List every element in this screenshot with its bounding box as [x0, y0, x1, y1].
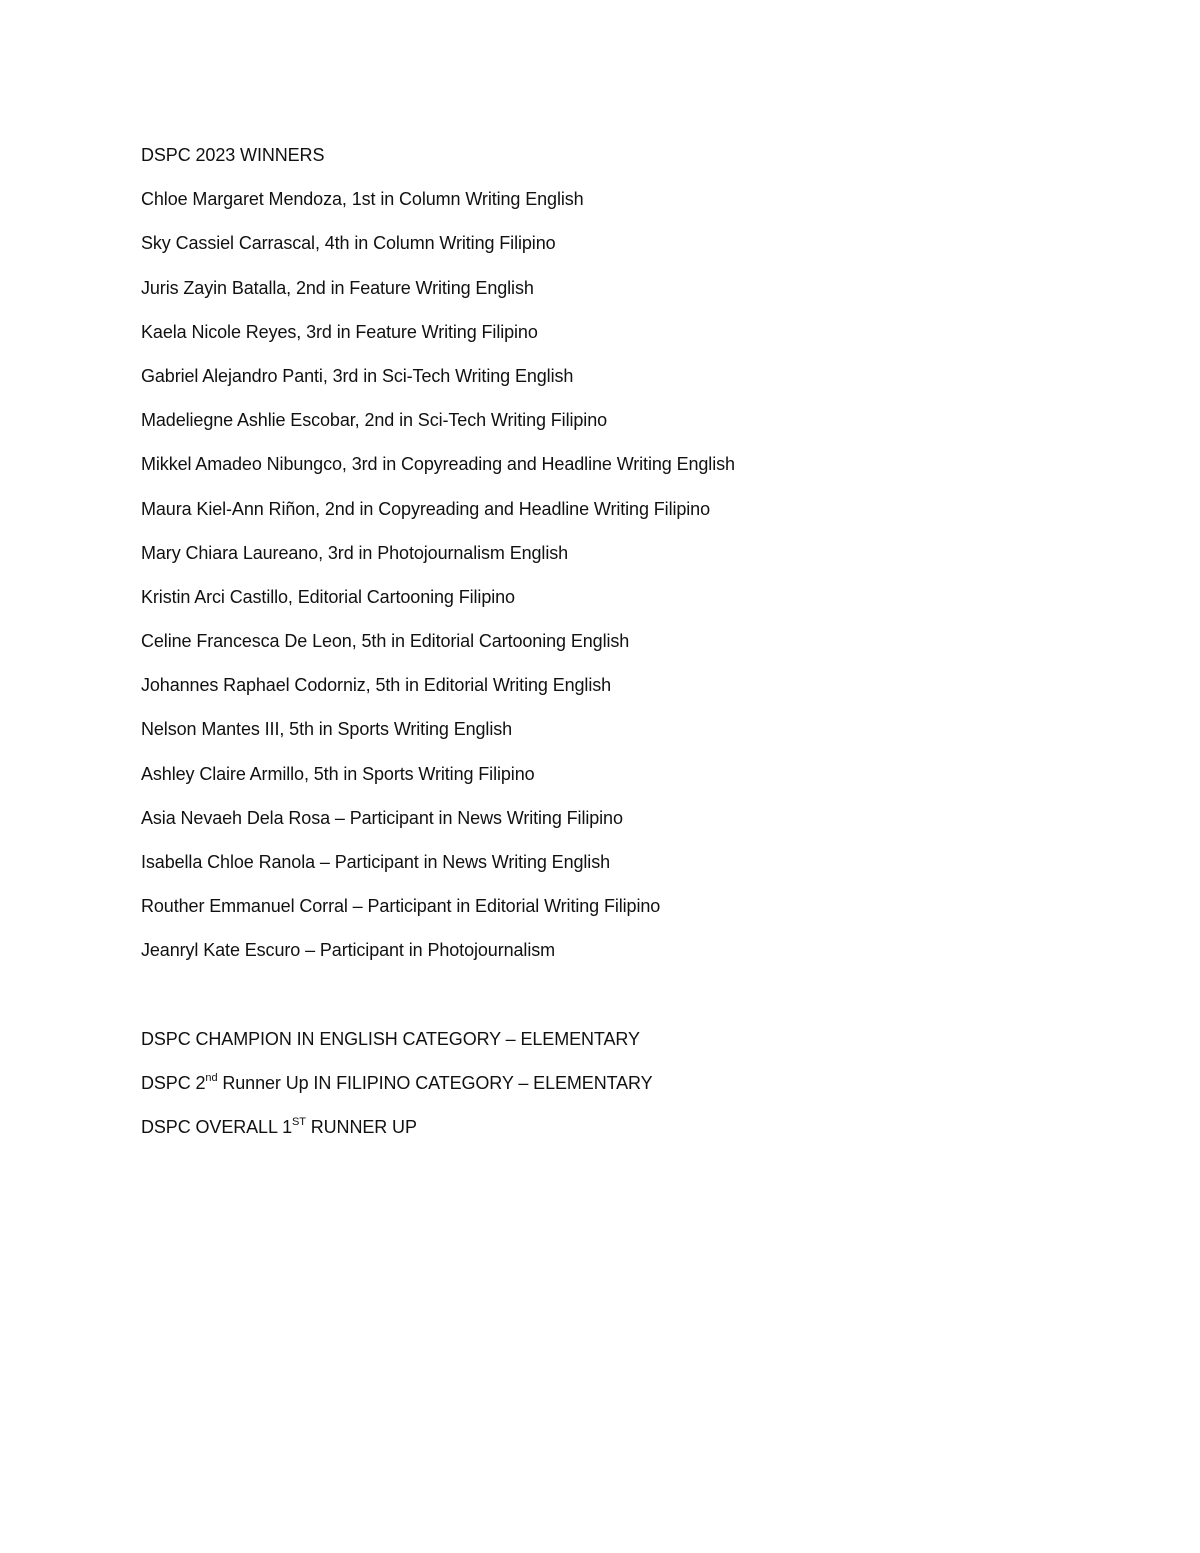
award-overall-ordinal: ST [292, 1116, 306, 1129]
winner-line: Jeanryl Kate Escuro – Participant in Photojournalism [141, 940, 556, 961]
winner-line: Maura Kiel-Ann Riñon, 2nd in Copyreading and Headline Writing Filipino [141, 498, 710, 519]
award-runner-up-suffix: Runner Up IN FILIPINO CATEGORY – ELEMENTARY [217, 1072, 653, 1093]
winner-line: Celine Francesca De Leon, 5th in Editorial Cartooning English [141, 631, 630, 652]
winner-line: Kristin Arci Castillo, Editorial Cartooning Filipino [141, 586, 515, 607]
winner-line: Kaela Nicole Reyes, 3rd in Feature Writing Filipino [141, 321, 538, 342]
blank-line [141, 983, 1141, 1027]
award-runner-up [141, 1071, 1141, 1095]
document-title: DSPC 2023 WINNERS [141, 145, 325, 165]
award-overall-prefix: DSPC OVERALL 1 [141, 1117, 292, 1138]
winner-line: Nelson Mantes III, 5th in Sports Writing English [141, 719, 513, 740]
winner-line: Johannes Raphael Codorniz, 5th in Editorial Writing English [141, 675, 612, 696]
award-overall [141, 1115, 1141, 1139]
winner-line: Gabriel Alejandro Panti, 3rd in Sci-Tech Writing English [141, 365, 574, 386]
winner-line: Mary Chiara Laureano, 3rd in Photojournalism English [141, 542, 569, 563]
winner-line: Mikkel Amadeo Nibungco, 3rd in Copyreading and Headline Writing English [141, 454, 735, 475]
winner-line: Juris Zayin Batalla, 2nd in Feature Writing English [141, 277, 534, 298]
winner-line: Asia Nevaeh Dela Rosa – Participant in News Writing Filipino [141, 807, 623, 828]
winner-line: Isabella Chloe Ranola – Participant in News Writing English [141, 852, 611, 872]
award-champion: DSPC CHAMPION IN ENGLISH CATEGORY – ELEMENTARY [141, 1028, 640, 1049]
winner-line: Chloe Margaret Mendoza, 1st in Column Writing English [141, 189, 584, 210]
award-runner-up-ordinal: nd [205, 1071, 218, 1084]
award-runner-up-prefix: DSPC 2 [141, 1072, 206, 1093]
winner-line: Madeliegne Ashlie Escobar, 2nd in Sci-Tech Writing Filipino [141, 410, 608, 431]
winner-line: Sky Cassiel Carrascal, 4th in Column Writing Filipino [141, 233, 556, 254]
document-body [141, 143, 1141, 1159]
winner-line: Routher Emmanuel Corral – Participant in Editorial Writing Filipino [141, 896, 661, 917]
winner-line: Ashley Claire Armillo, 5th in Sports Writing Filipino [141, 763, 535, 784]
award-overall-suffix: RUNNER UP [305, 1117, 417, 1138]
